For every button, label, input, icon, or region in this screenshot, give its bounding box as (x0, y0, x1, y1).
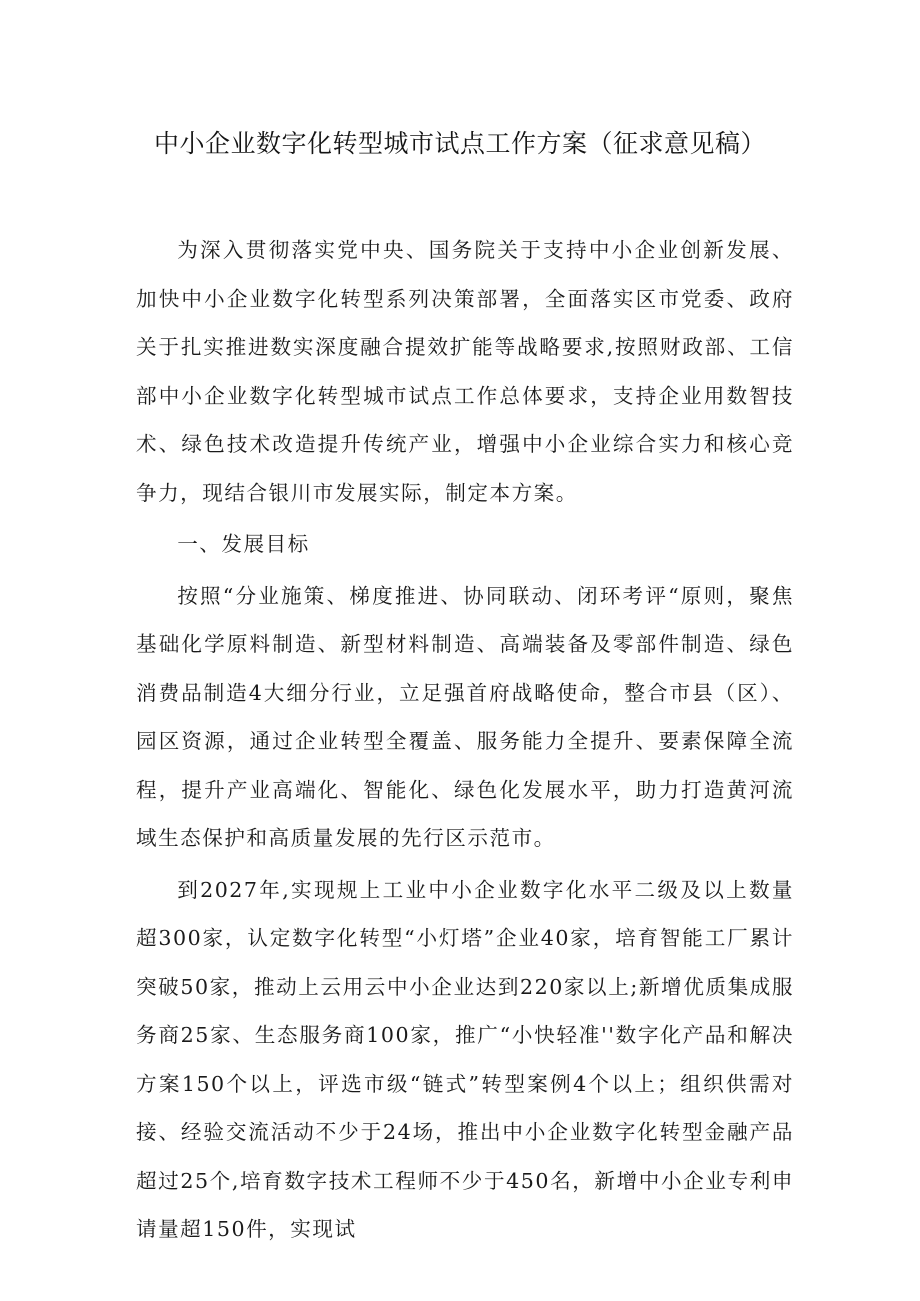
paragraph-intro: 为深入贯彻落实党中央、国务院关于支持中小企业创新发展、加快中小企业数字化转型系列决策部署，全面落实区市党委、政府关于扎实推进数实深度融合提效扩能等战略要求,按照财政部、工信部中小企业数字化转型城市试点工作总体要求，支持企业用数智技术、绿色技术改造提升传统产业，增强中小企业综合实力和核心竞争力，现结合银川市发展实际，制定本方案。 (136, 238, 794, 505)
document-body (136, 226, 794, 1257)
paragraph-2027-targets: 到2027年,实现规上工业中小企业数字化水平二级及以上数量超300家，认定数字化转型“小灯塔”企业40家，培育智能工厂累计突破50家，推动上云用云中小企业达到220家以上;新增优质集成服务商25家、生态服务商100家，推广“小快轻准''数字化产品和解决方案150个以上，评选市级“链式”转型案例4个以上；组织供需对接、经验交流活动不少于24场，推出中小企业数字化转型金融产品超过25个,培育数字技术工程师不少于450名，新增中小企业专利申请量超150件，实现试 (136, 877, 794, 1241)
paragraph-principles: 按照“分业施策、梯度推进、协同联动、闭环考评“原则，聚焦基础化学原料制造、新型材料制造、高端装备及零部件制造、绿色消费品制造4大细分行业，立足强首府战略使命，整合市县（区）、园区资源，通过企业转型全覆盖、服务能力全提升、要素保障全流程，提升产业高端化、智能化、绿色化发展水平，助力打造黄河流域生态保护和高质量发展的先行区示范市。 (136, 583, 794, 850)
document-title: 中小企业数字化转型城市试点工作方案（征求意见稿） (153, 129, 766, 158)
section-heading-development-goals: 一、发展目标 (177, 532, 310, 556)
